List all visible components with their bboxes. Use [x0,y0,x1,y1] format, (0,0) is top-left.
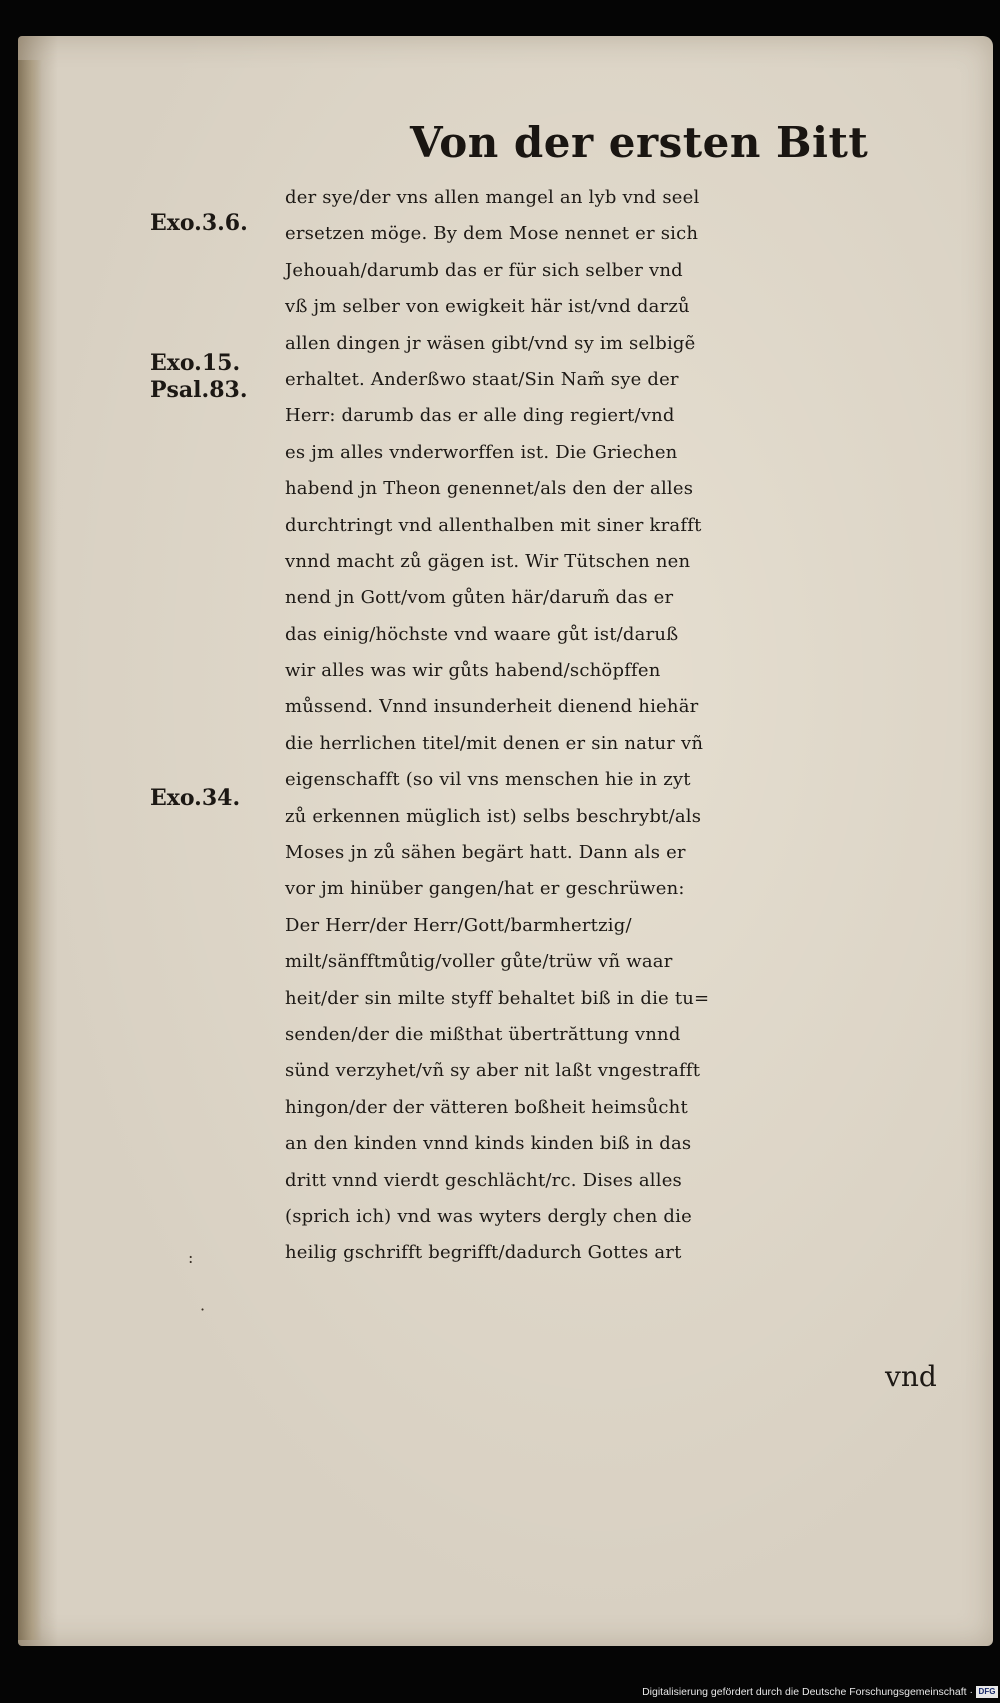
text-line: (sprich ich) vnd was wyters dergly chen die [285,1205,692,1227]
text-line: eigenschafft (so vil vns menschen hie in zyt [285,769,691,791]
text-line: hingon/der der vätteren boßheit heimsůcht [285,1096,688,1118]
text-line: allen dingen jr wäsen gibt/vnd sy im selbigẽ [285,332,696,354]
text-line: heilig gschrifft begrifft/dadurch Gottes art [285,1242,682,1264]
text-line: habend jn Theon genennet/als den der alles [285,478,694,500]
page-edge-shadow [18,60,42,1640]
text-line: můssend. Vnnd insunderheit dienend hiehär [285,696,699,718]
text-line: vnnd macht zů gägen ist. Wir Tütschen nen [285,550,691,572]
margin-note: Exo.15. [150,350,241,376]
text-line: milt/sänfftmůtig/voller gůte/trüw vñ waar [285,951,673,973]
text-line: Moses jn zů sähen begärt hatt. Dann als er [285,842,686,864]
text-line: heit/der sin milte styff behaltet biß in die tu= [285,987,710,1009]
margin-notes [150,210,260,1310]
margin-note: Exo.3.6. [150,210,248,236]
ink-speck: : [188,1248,194,1267]
text-line: sünd verzyhet/vñ sy aber nit laßt vngestrafft [285,1060,701,1082]
text-line: es jm alles vnderworffen ist. Die Griechen [285,441,678,463]
text-line: wir alles was wir gůts habend/schöpffen [285,660,661,682]
text-line: erhaltet. Anderßwo staat/Sin Nam̃ sye der [285,368,679,390]
text-line: dritt vnnd vierdt geschlächt/rc. Dises alles [285,1169,682,1191]
digitization-credit: Digitalisierung gefördert durch die Deutsche Forschungsgemeinschaft · DFG [580,1683,998,1701]
text-line: zů erkennen müglich ist) selbs beschrybt/als [285,805,702,827]
text-line: Der Herr/der Herr/Gott/barmhertzig/ [285,914,632,936]
text-line: nend jn Gott/vom gůten här/darum̃ das er [285,587,674,609]
text-line: durchtringt vnd allenthalben mit siner krafft [285,514,702,536]
text-line: vß jm selber von ewigkeit här ist/vnd darzů [285,296,690,318]
body-text [285,180,955,1410]
catchword: vnd [885,1360,937,1393]
text-line: vor jm hinüber gangen/hat er geschrüwen: [285,878,685,900]
text-line: ersetzen möge. By dem Mose nennet er sich [285,223,699,245]
text-line: der sye/der vns allen mangel an lyb vnd seel [285,187,700,208]
margin-note: Psal.83. [150,377,248,403]
running-header: Von der ersten Bitt [410,118,869,167]
text-line: Jehouah/darumb das er für sich selber vnd [285,259,683,281]
text-line: Herr: darumb das er alle ding regiert/vnd [285,405,675,427]
text-line: senden/der die mißthat übertrăttung vnnd [285,1023,681,1045]
ink-speck: · [200,1300,206,1319]
text-line: das einig/höchste vnd waare gůt ist/daruß [285,623,679,645]
credit-text: Digitalisierung gefördert durch die Deutsche Forschungsgemeinschaft [642,1686,967,1698]
text-line: an den kinden vnnd kinds kinden biß in das [285,1133,692,1155]
margin-note: Exo.34. [150,785,241,811]
dfg-logo-icon: DFG [976,1686,998,1698]
text-line: die herrlichen titel/mit denen er sin natur vñ [285,732,704,754]
